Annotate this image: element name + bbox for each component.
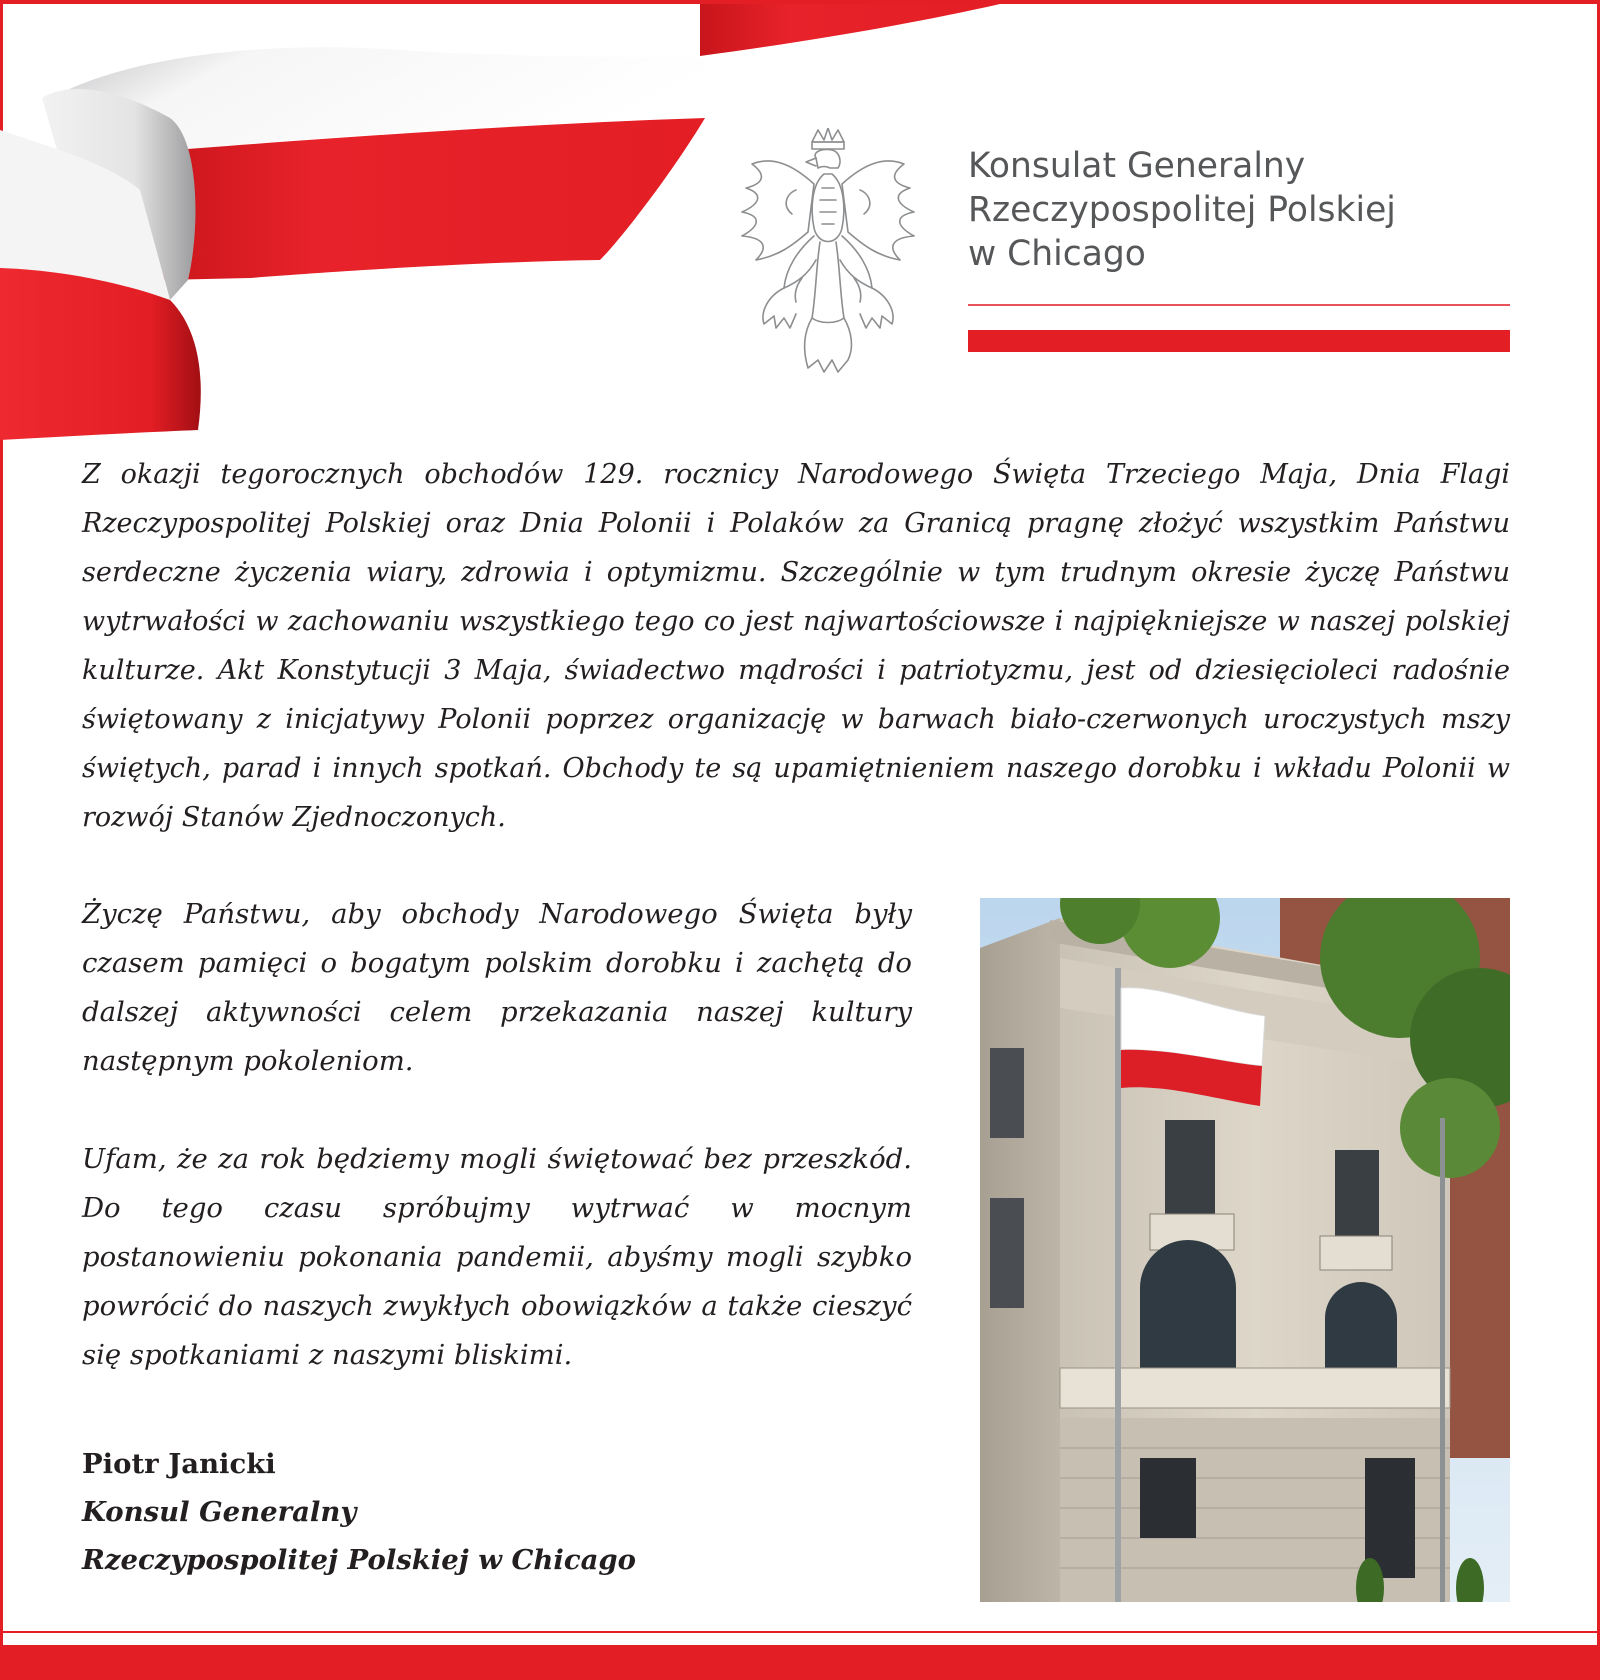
letter-paragraph-1: Z okazji tegorocznych obchodów 129. rocznicy Narodowego Święta Trzeciego Maja, Dnia Flagi Rzeczypospolitej Polskiej oraz Dnia Polonii i Polaków za Granicą pragnę złożyć wszystkim Państwu serdeczne życzenia wiary, zdrowia i optymizmu. Szczególnie w tym trudnym okresie życzę Państwu wytrwałości w zachowaniu wszystkiego tego co jest najwartościowsze i najpiękniejsze w naszej polskiej kulturze. Akt Konstytucji 3 Maja, świadectwo mądrości i patriotyzmu, jest od dziesięcioleci radośnie świętowany z inicjatywy Polonii poprzez organizację w barwach biało-czerwonych uroczystych mszy świętych, parad i innych spotkań. Obchody te są upamiętnieniem naszego dorobku i wkładu Polonii w rozwój Stanów Zjednoczonych. (82, 459, 1510, 833)
signature-name: Piotr Janicki (82, 1448, 276, 1480)
white-eagle-emblem-icon (712, 128, 944, 374)
footer-red-band (0, 1645, 1600, 1680)
header-red-bar (968, 330, 1510, 352)
signature-title: Konsul Generalny (82, 1496, 357, 1528)
consulate-name (968, 144, 1528, 276)
consulate-name-line-1: Konsulat Generalny (968, 146, 1306, 186)
header-thin-rule (968, 304, 1510, 306)
signature-block (82, 1440, 882, 1584)
letter-paragraph-2: Życzę Państwu, aby obchody Narodowego Święta były czasem pamięci o bogatym polskim dorobku i zachętą do dalszej aktywności celem przekazania naszej kultury następnym pokoleniom. (82, 898, 912, 1077)
footer-thin-line (0, 1631, 1600, 1633)
consulate-name-line-3: w Chicago (968, 234, 1146, 274)
consulate-building-photo (980, 898, 1510, 1602)
signature-institution: Rzeczypospolitej Polskiej w Chicago (82, 1544, 636, 1576)
consulate-name-line-2: Rzeczypospolitej Polskiej (968, 190, 1396, 230)
letter-paragraph-3: Ufam, że za rok będziemy mogli świętować bez przeszkód. Do tego czasu spróbujmy wytrwać w mocnym postanowieniu pokonania pandemii, abyśmy mogli szybko powrócić do naszych zwykłych obowiązków a także cieszyć się spotkaniami z naszymi bliskimi. (82, 1143, 912, 1371)
